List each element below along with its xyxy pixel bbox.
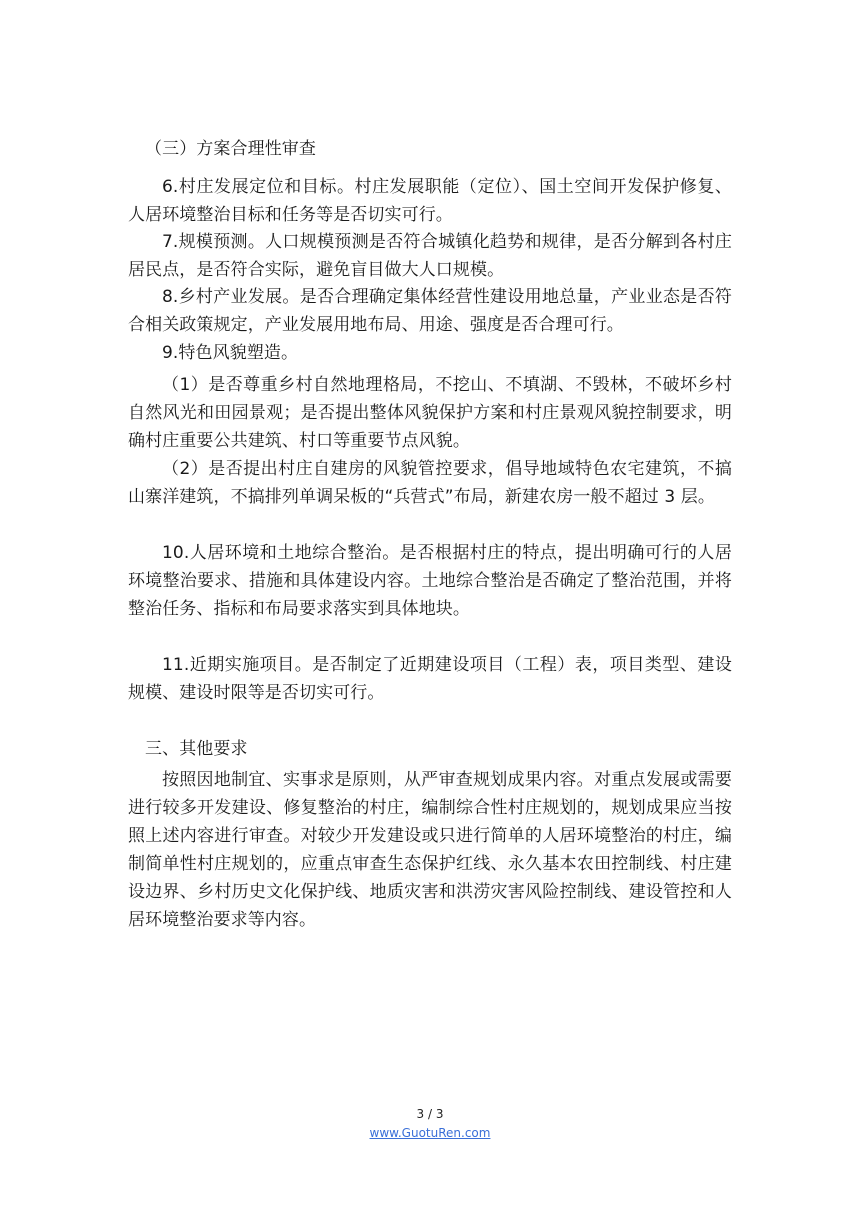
page-number: 3 / 3 [416, 1107, 444, 1121]
paragraph-final: 按照因地制宜、实事求是原则，从严审查规划成果内容。对重点发展或需要进行较多开发建设、修复整治的村庄，编制综合性村庄规划的，规划成果应当按照上述内容进行审查。对较少开发建设或只进行简单的人居环境整治的村庄，编制简单性村庄规划的，应重点审查生态保护红线、永久基本农田控制线、村庄建设边界、乡村历史文化保护线、地质灾害和洪涝灾害风险控制线、建设管控和人居环境整治要求等内容。 [128, 770, 732, 930]
paragraph-9-1: （1）是否尊重乡村自然地理格局，不挖山、不填湖、不毁林，不破坏乡村自然风光和田园景观；是否提出整体风貌保护方案和村庄景观风貌控制要求，明确村庄重要公共建筑、村口等重要节点风貌。 [128, 375, 732, 451]
paragraph-6: 6.村庄发展定位和目标。村庄发展职能（定位）、国土空间开发保护修复、人居环境整治目标和任务等是否切实可行。 [128, 177, 732, 225]
section-heading-3: （三）方案合理性审查 [145, 139, 316, 159]
section-heading-other: 三、其他要求 [145, 739, 248, 759]
paragraph-9: 9.特色风貌塑造。 [162, 343, 299, 363]
paragraph-11: 11.近期实施项目。是否制定了近期建设项目（工程）表，项目类型、建设规模、建设时限等是否切实可行。 [128, 655, 732, 703]
footer-website-link[interactable]: www.GuotuRen.com [369, 1126, 491, 1140]
paragraph-8: 8.乡村产业发展。是否合理确定集体经营性建设用地总量，产业业态是否符合相关政策规定，产业发展用地布局、用途、强度是否合理可行。 [128, 287, 732, 335]
paragraph-10: 10.人居环境和土地综合整治。是否根据村庄的特点，提出明确可行的人居环境整治要求、措施和具体建设内容。土地综合整治是否确定了整治范围，并将整治任务、指标和布局要求落实到具体地块。 [128, 543, 732, 619]
paragraph-9-2: （2）是否提出村庄自建房的风貌管控要求，倡导地域特色农宅建筑，不搞山寨洋建筑，不搞排列单调呆板的“兵营式”布局，新建农房一般不超过 3 层。 [128, 459, 732, 507]
paragraph-7: 7.规模预测。人口规模预测是否符合城镇化趋势和规律，是否分解到各村庄居民点，是否符合实际，避免盲目做大人口规模。 [128, 232, 732, 280]
